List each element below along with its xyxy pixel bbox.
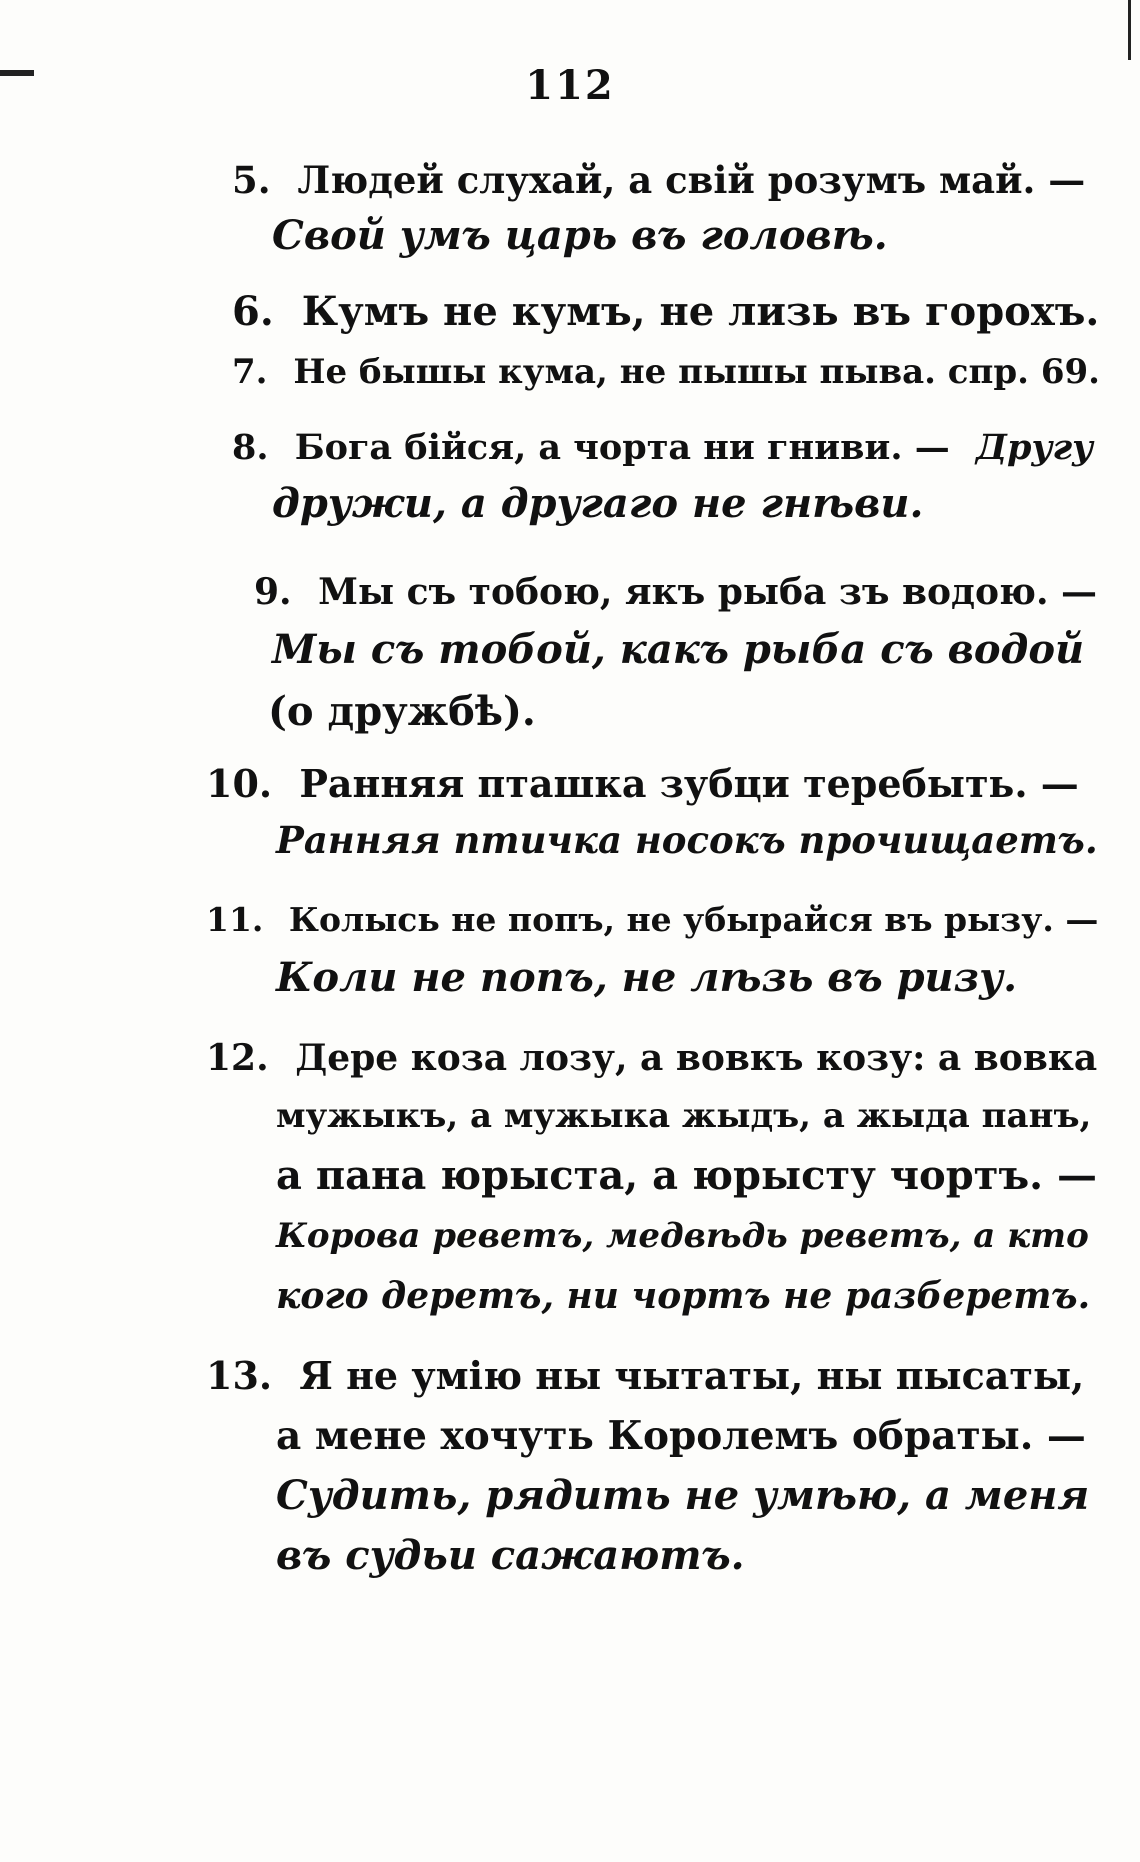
proverb-text: Колысь не попъ, не убырайся въ рызу. — [288,900,1099,939]
translation-text: Мы съ тобой, какъ рыба съ водой [272,626,1085,673]
entry-number: 13. [206,1353,273,1398]
translation-text: Свой умъ царь въ головѣ. [272,212,888,259]
translation-text: Ранняя птичка носокъ прочищаетъ. [276,818,1098,862]
entry-number: 12. [206,1037,269,1079]
proverb-text: а пана юрыста, а юрысту чортъ. — [276,1152,1097,1199]
entry-number: 10. [206,761,273,806]
proverb-text: Бога бійся, а чорта ни гниви. — [294,427,950,468]
proverb-text: Я не умію ны чытаты, ны пысаты, [299,1353,1085,1398]
proverb-text: Дере коза лозу, а вовкъ козу: а вовка [295,1037,1098,1079]
proverb-text: Ранняя пташка зубци теребыть. — [299,761,1079,806]
translation-text: кого деретъ, ни чортъ не разберетъ. [276,1275,1091,1317]
entry-number: 5. [232,158,271,202]
scan-mark-right [1128,0,1131,60]
translation-text: Судить, рядить не умѣю, а меня [276,1472,1090,1519]
translation-text: въ судьи сажаютъ. [276,1532,745,1579]
entry-number: 11. [206,900,264,939]
entry-number: 9. [254,571,292,613]
translation-text: Коли не попъ, не лѣзь въ ризу. [276,954,1018,1001]
page-number: 112 [525,62,615,109]
proverb-text: мужыкъ, а мужыка жыдъ, а жыда панъ, [276,1096,1092,1136]
entry-number: 8. [232,427,269,468]
entry-number: 7. [232,352,268,392]
entry-number: 6. [232,288,274,335]
proverb-text: Кумъ не кумъ, не лизь въ горохъ. [301,288,1100,335]
translation-text: дружи, а другаго не гнѣви. [272,480,924,527]
proverb-text: Не бышы кума, не пышы пыва. спр. 69. [293,352,1100,392]
proverb-text: Людей слухай, а свій розумъ май. — [297,158,1086,202]
proverb-text: а мене хочуть Королемъ обраты. — [276,1413,1086,1459]
proverb-text: Мы съ тобою, якъ рыба зъ водою. — [318,571,1098,613]
note-text: (о дружбѣ). [268,688,536,735]
translation-text: Корова реветъ, медвѣдь реветъ, а кто [276,1216,1089,1256]
translation-text: Другу [975,427,1094,468]
